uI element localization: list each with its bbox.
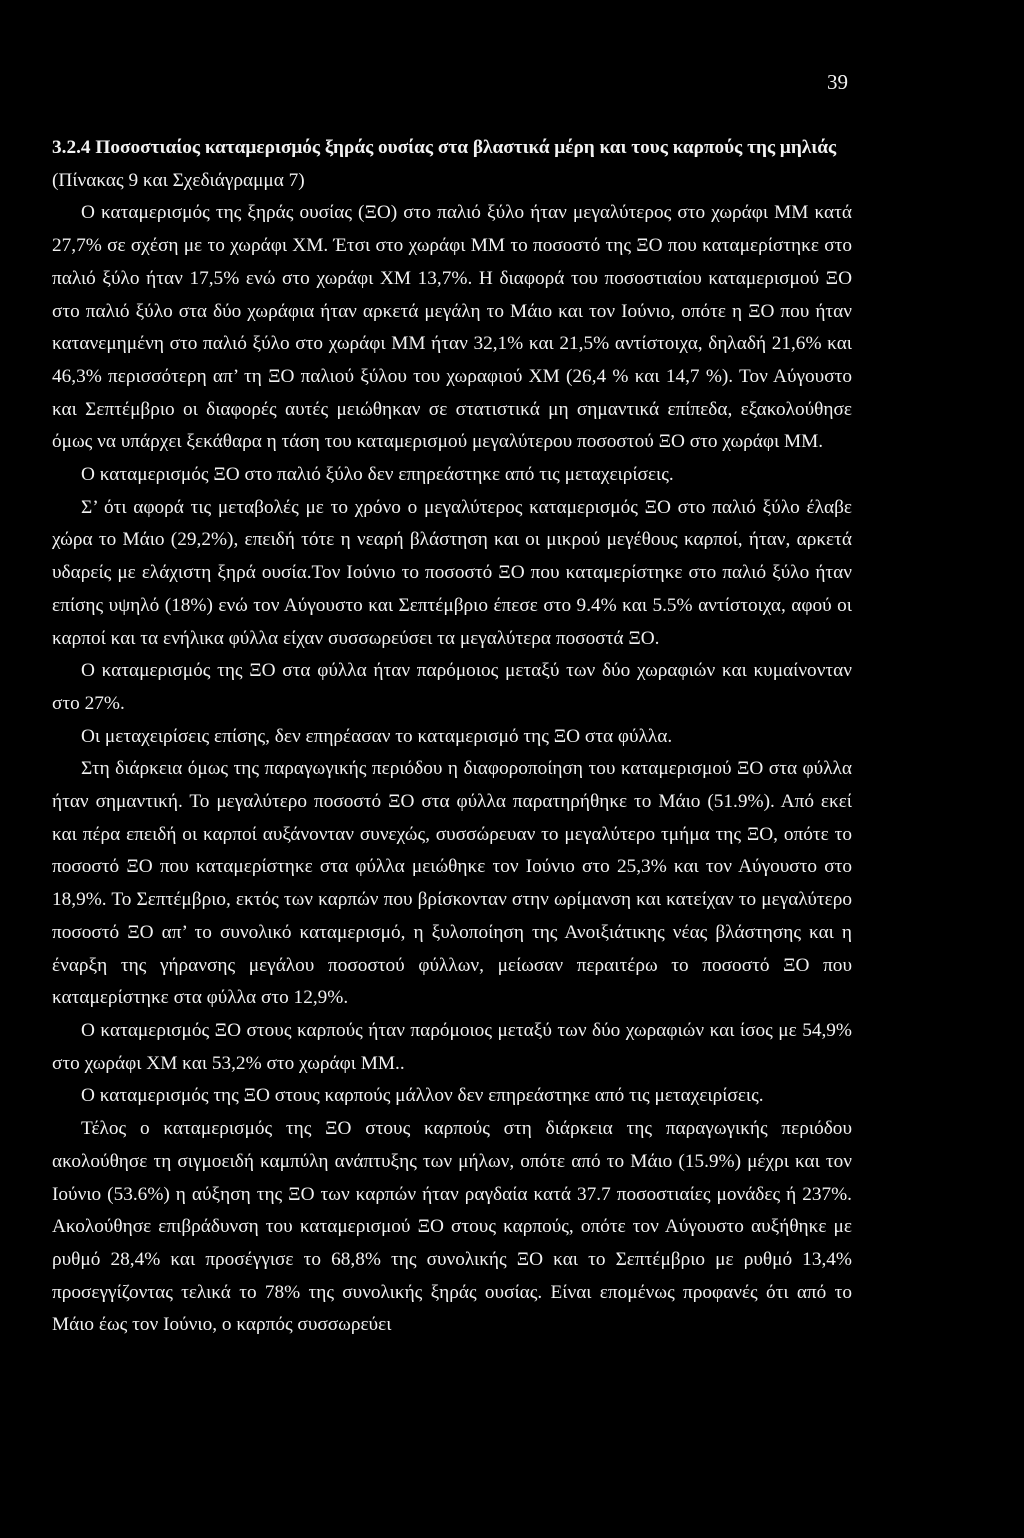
section-heading: [52, 132, 852, 197]
paragraph: Ο καταμερισμός της ΞΟ στους καρπούς μάλλον δεν επηρεάστηκε από τις μεταχειρίσεις.: [81, 1085, 764, 1107]
paragraph: Τέλος ο καταμερισμός της ΞΟ στους καρπούς στη διάρκεια της παραγωγικής περιόδου ακολούθησε τη σιγμοειδή καμπύλη ανάπτυξης των μήλων, οπότε από το Μάιο (15.9%) μέχρι και τον Ιούνιο (53.6%) η αύξηση της ΞΟ των καρπών ήταν ραγδαία κατά 37.7 ποσοστιαίες μονάδες ή 237%. Ακολούθησε επιβράδυνση του καταμερισμού ΞΟ στους καρπούς, οπότε τον Αύγουστο αυξήθηκε με ρυθμό 28,4% και προσέγγισε το 68,8% της συνολικής ΞΟ και το Σεπτέμβριο με ρυθμό 13,4% προσεγγίζοντας τελικά το 78% της συνολικής ξηράς ουσίας. Είναι επομένως προφανές ότι από το Μάιο έως τον Ιούνιο, ο καρπός συσσωρεύει: [52, 1118, 852, 1336]
section-subtitle: (Πίνακας 9 και Σχεδιάγραμμα 7): [52, 169, 305, 191]
paragraph: Ο καταμερισμός της ΞΟ στα φύλλα ήταν παρόμοιος μεταξύ των δύο χωραφιών και κυμαίνονταν στο 27%.: [52, 660, 852, 714]
document-body: [52, 132, 852, 1342]
paragraph: Σ’ ότι αφορά τις μεταβολές με το χρόνο ο μεγαλύτερος καταμερισμός ΞΟ στο παλιό ξύλο έλαβε χώρα το Μάιο (29,2%), επειδή τότε η νεαρή βλάστηση και οι μικρού μεγέθους καρποί, ήταν, αρκετά υδαρείς με ελάχιστη ξηρά ουσία.Τον Ιούνιο το ποσοστό ΞΟ που καταμερίστηκε στο παλιό ξύλο ήταν επίσης υψηλό (18%) ενώ τον Αύγουστο και Σεπτέμβριο έπεσε στο 9.4% και 5.5% αντίστοιχα, αφού οι καρποί και τα ενήλικα φύλλα είχαν συσσωρεύσει τα μεγαλύτερα ποσοστά ΞΟ.: [52, 496, 852, 649]
paragraph: Στη διάρκεια όμως της παραγωγικής περιόδου η διαφοροποίηση του καταμερισμού ΞΟ στα φύλλα ήταν σημαντική. Το μεγαλύτερο ποσοστό ΞΟ στα φύλλα παρατηρήθηκε το Μάιο (51.9%). Από εκεί και πέρα επειδή οι καρποί αυξάνονταν συνεχώς, συσσώρευαν το μεγαλύτερο τμήμα της ΞΟ, οπότε το ποσοστό ΞΟ που καταμερίστηκε στα φύλλα μειώθηκε τον Ιούνιο στο 25,3% και τον Αύγουστο στο 18,9%. Το Σεπτέμβριο, εκτός των καρπών που βρίσκονταν στην ωρίμανση και κατείχαν το μεγαλύτερο ποσοστό ΞΟ απ’ το συνολικό καταμερισμό, η ξυλοποίηση της Ανοιξιάτικης νέας βλάστησης και η έναρξη της γήρανσης μεγάλου ποσοστού φύλλων, μείωσαν περαιτέρω το ποσοστό ΞΟ που καταμερίστηκε στα φύλλα στο 12,9%.: [52, 758, 852, 1009]
section-title: 3.2.4 Ποσοστιαίος καταμερισμός ξηράς ουσίας στα βλαστικά μέρη και τους καρπούς της μηλιάς: [52, 137, 837, 158]
paragraph: Οι μεταχειρίσεις επίσης, δεν επηρέασαν το καταμερισμό της ΞΟ στα φύλλα.: [81, 725, 673, 747]
paragraph: Ο καταμερισμός της ξηράς ουσίας (ΞΟ) στο παλιό ξύλο ήταν μεγαλύτερος στο χωράφι ΜΜ κατά 27,7% σε σχέση με το χωράφι ΧΜ. Έτσι στο χωράφι ΜΜ το ποσοστό της ΞΟ που καταμερίστηκε στο παλιό ξύλο ήταν 17,5% ενώ στο χωράφι ΧΜ 13,7%. Η διαφορά του ποσοστιαίου καταμερισμού ΞΟ στο παλιό ξύλο στα δύο χωράφια ήταν αρκετά μεγάλη το Μάιο και τον Ιούνιο, οπότε η ΞΟ που ήταν κατανεμημένη στο παλιό ξύλο στο χωράφι ΜΜ ήταν 32,1% και 21,5% αντίστοιχα, δηλαδή 21,6% και 46,3% περισσότερη απ’ τη ΞΟ παλιού ξύλου του χωραφιού ΧΜ (26,4 % και 14,7 %). Τον Αύγουστο και Σεπτέμβριο οι διαφορές αυτές μειώθηκαν σε στατιστικά μη σημαντικά επίπεδα, εξακολούθησε όμως να υπάρχει ξεκάθαρα η τάση του καταμερισμού μεγαλύτερου ποσοστού ΞΟ στο χωράφι ΜΜ.: [52, 202, 852, 453]
page-number: 39: [827, 70, 848, 94]
paragraph: Ο καταμερισμός ΞΟ στους καρπούς ήταν παρόμοιος μεταξύ των δύο χωραφιών και ίσος με 54,9% στο χωράφι ΧΜ και 53,2% στο χωράφι ΜΜ..: [52, 1019, 852, 1074]
paragraph: Ο καταμερισμός ΞΟ στο παλιό ξύλο δεν επηρεάστηκε από τις μεταχειρίσεις.: [81, 464, 674, 486]
